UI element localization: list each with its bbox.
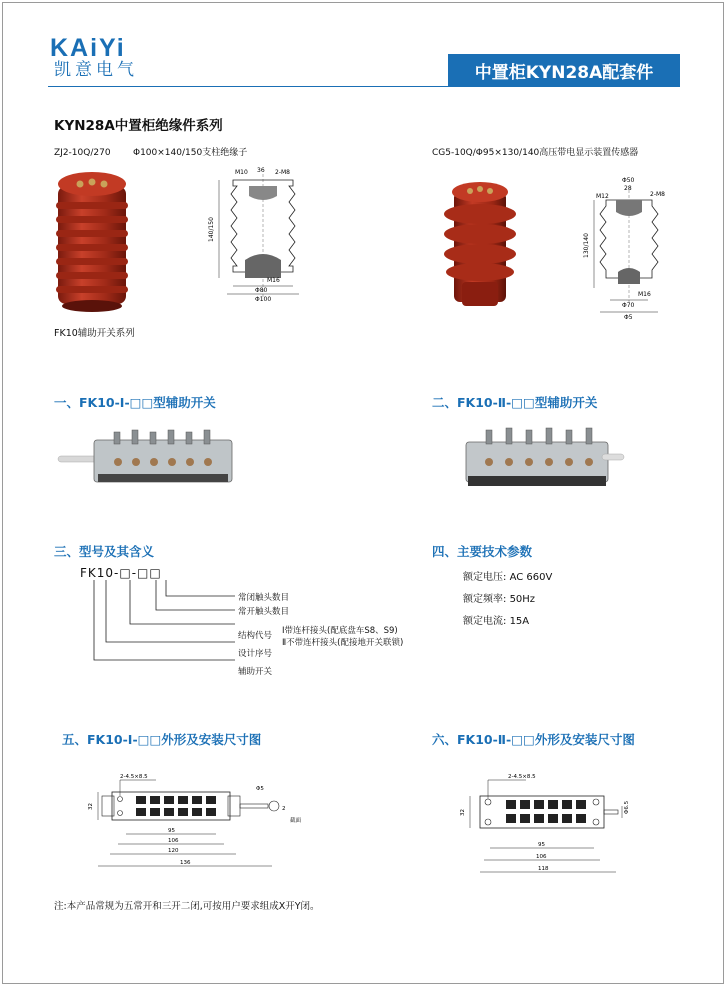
svg-text:Φ80: Φ80 [255,287,268,294]
section-1-title: 一、FK10-Ⅰ-□□型辅助开关 [54,395,216,410]
param-voltage: 额定电压: AC 660V [463,572,553,583]
svg-text:Φ5: Φ5 [624,314,633,321]
insulator-left-model: ZJ2-10Q/270 [54,148,111,158]
param-frequency: 额定频率: 50Hz [463,594,536,605]
svg-text:Φ100: Φ100 [255,296,272,303]
svg-text:截面: 截面 [290,818,302,824]
param-current: 额定电流: 15A [463,616,530,627]
fk10-type2-drawing [460,770,641,890]
svg-text:M10: M10 [235,169,248,176]
label-struct-1: Ⅰ带连杆接头(配底盘车S8、S9) [282,626,398,636]
svg-text:Φ70: Φ70 [622,302,635,309]
section-5-title: 五、FK10-Ⅰ-□□外形及安装尺寸图 [62,732,262,747]
company-logo: KAiYi [50,34,126,62]
label-struct: 结构代号 [238,631,273,641]
insulator-left-spec: Φ100×140/150支柱绝缘子 [133,148,248,158]
svg-text:M16: M16 [638,291,651,298]
svg-text:32: 32 [460,809,466,816]
insulator-left-drawing [205,164,315,304]
insulator-right-drawing [578,172,688,322]
svg-text:106: 106 [168,838,179,844]
svg-text:2: 2 [282,806,286,812]
fk10-type2-photo [462,420,628,492]
svg-text:95: 95 [538,842,545,848]
header-divider [48,86,680,87]
insulator-right-photo [440,172,520,312]
svg-text:M12: M12 [596,193,609,200]
svg-text:136: 136 [180,860,191,866]
svg-text:140/150: 140/150 [208,217,215,242]
page-title: KYN28A中置柜绝缘件系列 [54,118,223,134]
insulator-right-title: CG5-10Q/Φ95×130/140高压带电显示装置传感器 [432,148,639,158]
company-name: 凯意电气 [54,60,138,80]
svg-text:106: 106 [536,854,547,860]
fk10-type1-photo [58,426,238,490]
section-6-title: 六、FK10-Ⅱ-□□外形及安装尺寸图 [432,732,635,747]
svg-text:2-4.5×8.5: 2-4.5×8.5 [120,774,148,780]
label-nc: 常闭触头数目 [238,593,290,603]
svg-text:118: 118 [538,866,549,872]
insulator-left-photo [52,166,132,314]
svg-text:130/140: 130/140 [583,233,590,258]
header-banner: 中置柜KYN28A配套件 [448,54,680,86]
svg-text:2-4.5×8.5: 2-4.5×8.5 [508,774,536,780]
svg-text:2-M8: 2-M8 [650,191,665,198]
section-2-title: 二、FK10-Ⅱ-□□型辅助开关 [432,395,598,410]
svg-text:M16: M16 [267,277,280,284]
svg-text:95: 95 [168,828,175,834]
section-3-title: 三、型号及其含义 [54,544,155,559]
footnote: 注:本产品常规为五常开和三开二闭,可按用户要求组成X开Y闭。 [54,901,320,912]
model-code: FK10-□-□□ [80,566,162,580]
label-design: 设计序号 [238,649,273,659]
svg-text:Φ50: Φ50 [622,177,635,184]
svg-text:36: 36 [257,167,265,174]
label-no: 常开触头数目 [238,607,290,617]
svg-text:Φ6.5: Φ6.5 [624,800,630,814]
svg-text:Φ5: Φ5 [256,786,264,792]
svg-text:28: 28 [624,185,632,192]
svg-text:2-M8: 2-M8 [275,169,290,176]
label-aux: 辅助开关 [238,667,273,677]
svg-text:120: 120 [168,848,179,854]
fk10-series-label: FK10辅助开关系列 [54,328,135,339]
model-leader-lines [80,580,240,680]
section-4-title: 四、主要技术参数 [432,544,533,559]
label-struct-2: Ⅱ不带连杆接头(配接地开关联锁) [282,638,404,648]
svg-text:32: 32 [88,803,94,810]
fk10-type1-drawing [88,770,306,880]
